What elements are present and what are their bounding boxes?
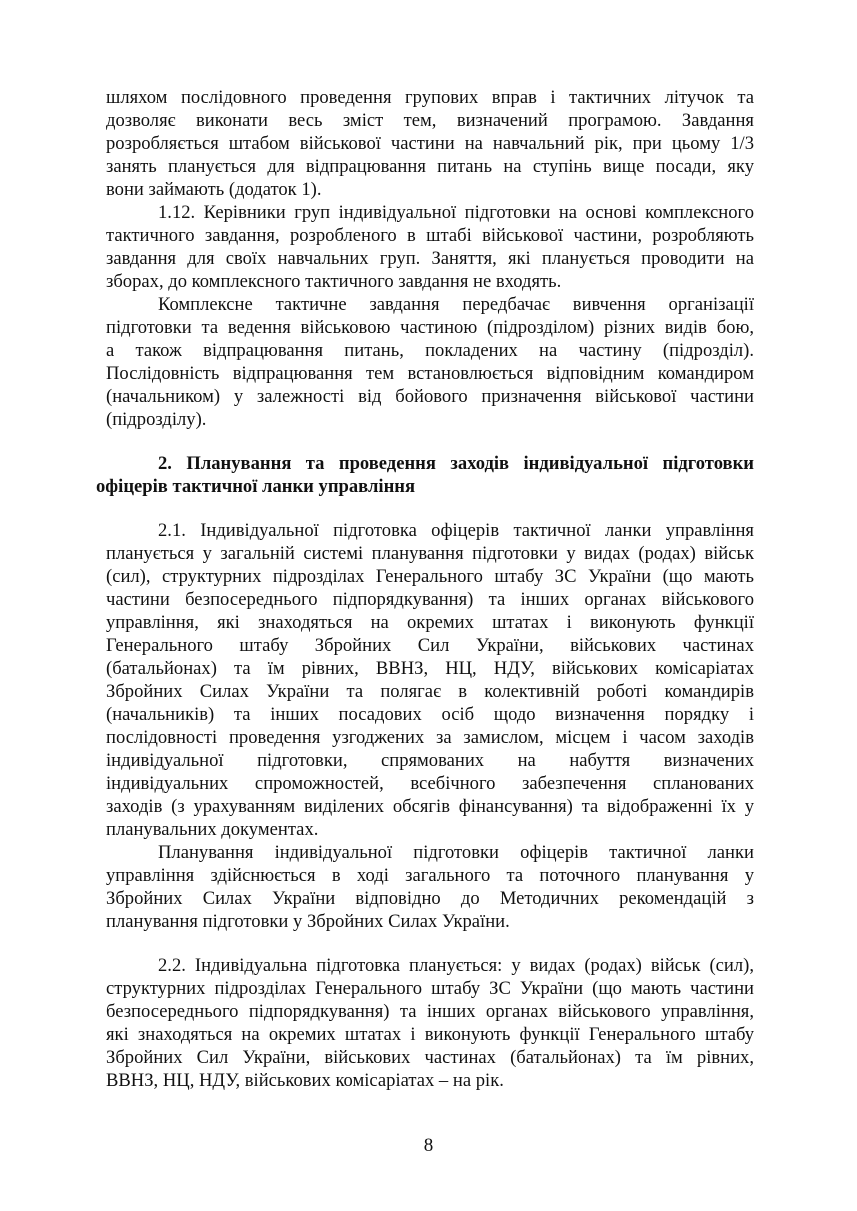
text-line: Планування індивідуальної підготовки офіцерів тактичної ланки [158, 842, 754, 863]
text-line: частини безпосереднього підпорядкування) та інших органах військового [106, 589, 754, 610]
heading-line: офіцерів тактичної ланки управління [96, 476, 416, 497]
text-line: управління, які знаходяться на окремих штатах і виконують функції [106, 612, 754, 633]
text-line: 2.2. Індивідуальна підготовка планується: у видах (родах) військ (сил), [158, 955, 754, 976]
heading-line: 2. Планування та проведення заходів індивідуальної підготовки [158, 453, 754, 474]
text-line: структурних підрозділах Генерального штабу ЗС України (що мають частини [106, 978, 754, 999]
text-line: 2.1. Індивідуальної підготовка офіцерів тактичної ланки управління [158, 520, 754, 541]
text-line: дозволяє виконати весь зміст тем, визначений програмою. Завдання [106, 110, 754, 131]
text-line: вони займають (додаток 1). [106, 179, 322, 200]
text-line: послідовності проведення узгоджених за замислом, місцем і часом заходів [106, 727, 754, 748]
page-number: 8 [423, 1135, 434, 1156]
text-line: які знаходяться на окремих штатах і виконують функції Генерального штабу [106, 1024, 754, 1045]
text-line: Збройних Силах України відповідно до Методичних рекомендацій з [106, 888, 754, 909]
text-line: індивідуальних спроможностей, всебічного забезпечення спланованих [106, 773, 754, 794]
text-line: підготовки та ведення військовою частиною (підрозділом) різних видів бою, [106, 317, 754, 338]
text-line: планування підготовки у Збройних Силах України. [106, 911, 510, 932]
text-line: управління здійснюється в ході загального та поточного планування у [106, 865, 754, 886]
text-line: індивідуальної підготовки, спрямованих на набуття визначених [106, 750, 754, 771]
text-line: заходів (з урахуванням виділених обсягів фінансування) та відображенні їх у [106, 796, 754, 817]
text-line: (підрозділу). [106, 409, 207, 430]
text-line: зборах, до комплексного тактичного завдання не входять. [106, 271, 562, 292]
text-line: безпосереднього підпорядкування) та інших органах військового управління, [106, 1001, 754, 1022]
text-line: Збройних Сил України, військових частинах (батальйонах) та їм рівних, [106, 1047, 754, 1068]
text-line: завдання для своїх навчальних груп. Заняття, які планується проводити на [106, 248, 754, 269]
text-line: планується у загальній системі планування підготовки у видах (родах) військ [106, 543, 754, 564]
text-line: Генерального штабу Збройних Сил України, військових частинах [106, 635, 754, 656]
text-line: (начальників) та інших посадових осіб щодо визначення порядку і [106, 704, 754, 725]
text-line: шляхом послідовного проведення групових вправ і тактичних літучок та [106, 87, 754, 108]
text-line: 1.12. Керівники груп індивідуальної підготовки на основі комплексного [158, 202, 754, 223]
text-line: тактичного завдання, розробленого в штабі військової частини, розробляють [106, 225, 754, 246]
text-line: (сил), структурних підрозділах Генерального штабу ЗС України (що мають [106, 566, 754, 587]
text-line: Збройних Силах України та полягає в колективній роботі командирів [106, 681, 754, 702]
text-line: (батальйонах) та їм рівних, ВВНЗ, НЦ, НДУ, військових комісаріатах [106, 658, 754, 679]
text-line: розробляється штабом військової частини на навчальний рік, при цьому 1/3 [106, 133, 754, 154]
text-line: Послідовність відпрацювання тем встановлюється відповідним командиром [106, 363, 754, 384]
text-line: планувальних документах. [106, 819, 319, 840]
text-line: Комплексне тактичне завдання передбачає вивчення організації [158, 294, 754, 315]
text-line: (начальником) у залежності від бойового призначення військової частини [106, 386, 754, 407]
text-line: а також відпрацювання питань, покладених на частину (підрозділ). [106, 340, 754, 361]
text-line: ВВНЗ, НЦ, НДУ, військових комісаріатах – на рік. [106, 1070, 504, 1091]
text-line: занять планується для відпрацювання питань на ступінь вище посади, яку [106, 156, 754, 177]
